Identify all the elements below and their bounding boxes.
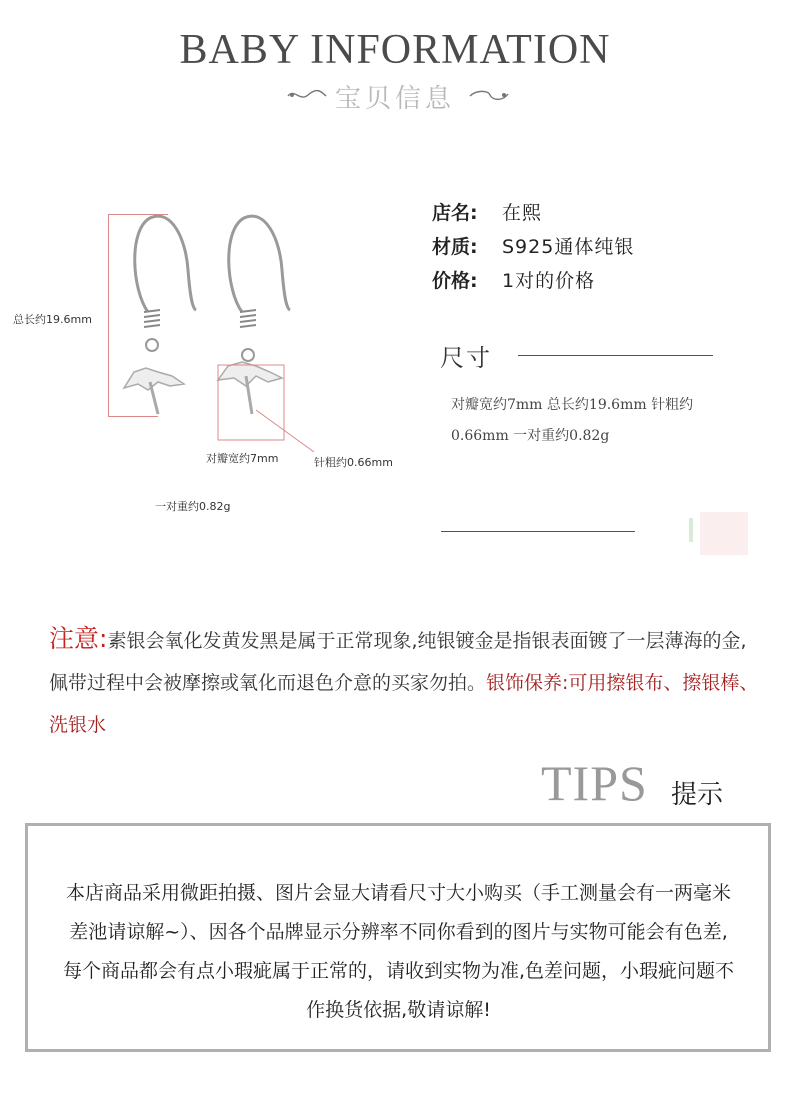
notice-label: 注意: [49,624,108,653]
page-subtitle: 宝贝信息 [334,84,455,114]
product-illustration [0,200,430,530]
size-title: 尺寸 [440,344,492,372]
decorative-mark [689,518,693,542]
tips-title: TIPS [541,755,648,811]
tips-box [25,823,771,1052]
swirl-ornament-icon [468,86,510,104]
info-key: 店名: [432,202,478,224]
earring-drawing [0,200,430,530]
info-row-shop [432,198,634,232]
divider [518,355,713,356]
notice-paragraph [49,618,761,746]
info-key: 价格: [432,270,478,292]
care-text: 银饰保养:可用擦银布、擦银棒、洗银水 [49,672,759,736]
info-row-material [432,232,634,266]
tips-subtitle: 提示 [671,780,724,810]
product-info [432,198,634,300]
page-title: BABY INFORMATION [179,27,611,73]
total-length-label: 总长约19.6mm [13,313,92,326]
info-key: 材质: [432,236,478,258]
tips-text: 本店商品采用微距拍摄、图片会显大请看尺寸大小购买（手工测量会有一两毫米差池请谅解~）、因各个品牌显示分辨率不同你看到的图片与实物可能会有色差,每个商品都会有点小瑕疵属于正常的，请收到实物为准,色差问题，小瑕疵问题不作换货依据,敬请谅解! [62,882,735,1021]
needle-thickness-label: 针粗约0.66mm [314,456,393,469]
info-row-price [432,266,634,300]
info-value: 1对的价格 [502,270,596,292]
notice-text: 素银会氧化发黄发黑是属于正常现象,纯银镀金是指银表面镀了一层薄海的金,佩带过程中会被摩擦或氧化而退色介意的买家勿拍。 [49,630,747,694]
size-description: 对瓣宽约7mm 总长约19.6mm 针粗约0.66mm 一对重约0.82g [451,397,694,444]
petal-width-label: 对瓣宽约7mm [206,452,279,465]
decorative-mark [700,512,748,555]
info-value: 在熙 [502,202,543,224]
divider [441,531,635,532]
weight-label: 一对重约0.82g [155,500,231,513]
info-value: S925通体纯银 [502,236,635,258]
